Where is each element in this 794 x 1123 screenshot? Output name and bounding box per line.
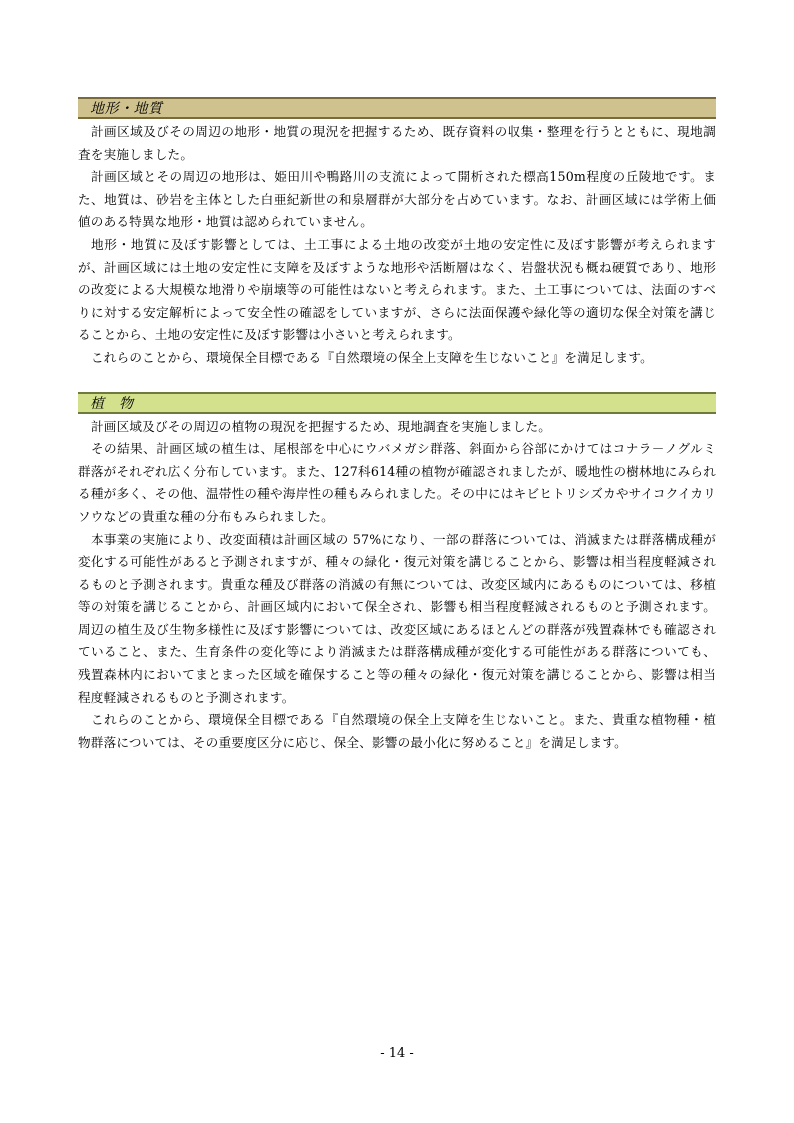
section-title: 地形・地質 — [90, 101, 163, 117]
page-number: - 14 - — [380, 1046, 414, 1061]
paragraph: これらのことから、環境保全目標である『自然環境の保全上支障を生じないこと。また、貴重な植物種・植物群落については、その重要度区分に応じ、保全、影響の最小化に努めること』を満足します。 — [78, 712, 716, 750]
section-heading-geology — [78, 97, 716, 119]
section-title: 植 物 — [90, 395, 134, 412]
paragraph: これらのことから、環境保全目標である『自然環境の保全上支障を生じないこと』を満足します。 — [91, 349, 653, 365]
paragraph: その結果、計画区域の植生は、尾根部を中心にウバメガシ群落、斜面から谷部にかけてはコナラ－ノグルミ群落がそれぞれ広く分布しています。また、127科614種の植物が確認されましたが、暖地性の樹林地にみられる種が多く、その他、温帯性の種や海岸性の種もみられました。その中にはキビヒトリシズカやサイコクイカリソウなどの貴重な種の分布もみられました。 — [78, 441, 716, 524]
section-heading-plants — [78, 392, 716, 414]
paragraph: 計画区域及びその周辺の地形・地質の現況を把握するため、既存資料の収集・整理を行うとともに、現地調査を実施しました。 — [78, 124, 716, 162]
paragraph: 計画区域とその周辺の地形は、姫田川や鴨路川の支流によって開析された標高150m程度の丘陵地です。また、地質は、砂岩を主体とした白亜紀新世の和泉層群が大部分を占めています。なお、計画区域には学術上価値のある特異な地形・地質は認められていません。 — [78, 169, 716, 230]
document-body — [78, 97, 716, 754]
paragraph: 本事業の実施により、改変面積は計画区域の 57%になり、一部の群落については、消滅または群落構成種が変化する可能性があると予測されますが、種々の緑化・復元対策を講じることから、影響は相当程度軽減されるものと予測されます。貴重な種及び群落の消滅の有無については、改変区域内にあるものについては、移植等の対策を講じることから、計画区域内において保全され、影響も相当程度軽減されるものと予測されます。周辺の植生及び生物多様性に及ぼす影響については、改変区域にあるほとんどの群落が残置森林でも確認されていること、また、生育条件の変化等により消滅または群落構成種が変化する可能性がある群落についても、残置森林内においてまとまった区域を確保すること等の種々の緑化・復元対策を講じることから、影響は相当程度軽減されるものと予測されます。 — [78, 531, 716, 705]
section-body-geology — [78, 121, 716, 370]
section-body-plants — [78, 416, 716, 755]
paragraph: 地形・地質に及ぼす影響としては、土工事による土地の改変が土地の安定性に及ぼす影響が考えられますが、計画区域には土地の安定性に支障を及ぼすような地形や活断層はなく、岩盤状況も概ね硬質であり、地形の改変による大規模な地滑りや崩壊等の可能性はないと考えられます。また、土工事については、法面のすべりに対する安定解析によって安全性の確認をしていますが、さらに法面保護や緑化等の適切な保全対策を講じることから、土地の安定性に及ぼす影響は小さいと考えられます。 — [78, 236, 716, 343]
paragraph: 計画区域及びその周辺の植物の現況を把握するため、現地調査を実施しました。 — [91, 418, 552, 434]
